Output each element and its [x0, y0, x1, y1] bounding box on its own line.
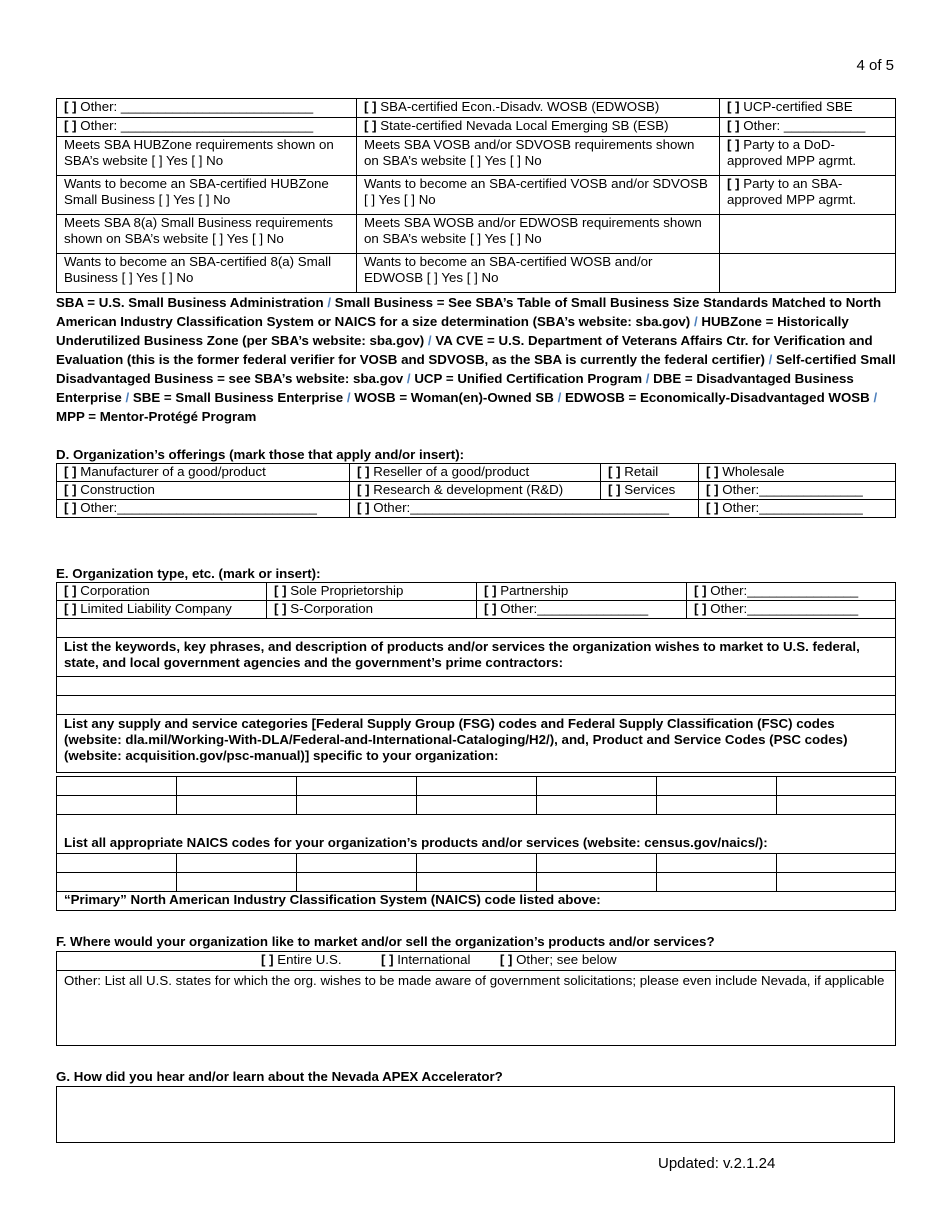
category-codes-grid — [56, 776, 896, 911]
keywords-label: List the keywords, key phrases, and description of products and/or services the organization wishes to market to U.S. federal, state, and local government agencies and the government’s prime contractors: — [57, 638, 896, 677]
naics-cell[interactable] — [177, 854, 297, 873]
blank-row[interactable] — [57, 619, 896, 638]
org-type-cell[interactable]: [ ] Other:_______________ — [477, 601, 687, 619]
org-type-cell[interactable]: [ ] Partnership — [477, 583, 687, 601]
code-cell[interactable] — [777, 796, 896, 815]
option-other[interactable]: [ ] Other; see below — [499, 952, 617, 967]
code-cell[interactable] — [777, 777, 896, 796]
categories-label: List any supply and service categories [Federal Supply Group (FSG) codes and Federal Supply Classification (FSC) codes (website: dla.mil/Working-With-DLA/Federal-and-International-Cataloging/H2/), and, Product and Service Codes (PSC codes) (website: acquisition.gov/psc-manual)] specific to your organization: — [57, 715, 896, 773]
cert-cell[interactable]: Meets SBA HUBZone requirements shown on SBA’s website [ ] Yes [ ] No — [57, 137, 357, 176]
cert-cell[interactable]: Wants to become an SBA-certified HUBZone Small Business [ ] Yes [ ] No — [57, 176, 357, 215]
code-cell[interactable] — [297, 796, 417, 815]
code-cell[interactable] — [177, 777, 297, 796]
offering-cell[interactable]: [ ] Construction — [57, 482, 350, 500]
cert-cell[interactable]: Wants to become an SBA-certified 8(a) Small Business [ ] Yes [ ] No — [57, 254, 357, 293]
code-cell[interactable] — [177, 796, 297, 815]
cert-cell[interactable]: [ ] State-certified Nevada Local Emerging SB (ESB) — [357, 118, 720, 137]
offering-cell[interactable]: [ ] Research & development (R&D) — [350, 482, 601, 500]
cert-cell — [720, 254, 896, 293]
offering-cell[interactable]: [ ] Retail — [601, 464, 699, 482]
offering-cell[interactable]: [ ] Other:______________ — [699, 482, 896, 500]
org-type-cell[interactable]: [ ] Other:_______________ — [687, 601, 896, 619]
option-entire-us[interactable]: [ ] Entire U.S. — [261, 952, 342, 967]
cert-cell[interactable]: Meets SBA 8(a) Small Business requirements shown on SBA’s website [ ] Yes [ ] No — [57, 215, 357, 254]
code-cell[interactable] — [57, 796, 177, 815]
cert-cell[interactable]: Wants to become an SBA-certified VOSB and/or SDVOSB [ ] Yes [ ] No — [357, 176, 720, 215]
section-g-heading: G. How did you hear and/or learn about the Nevada APEX Accelerator? — [56, 1069, 503, 1084]
cert-cell[interactable]: Wants to become an SBA-certified WOSB and/or EDWOSB [ ] Yes [ ] No — [357, 254, 720, 293]
naics-cell[interactable] — [297, 873, 417, 892]
cert-cell[interactable]: [ ] Other: __________________________ — [57, 99, 357, 118]
section-e-heading: E. Organization type, etc. (mark or insert): — [56, 566, 321, 581]
org-type-table — [56, 582, 896, 773]
code-cell[interactable] — [297, 777, 417, 796]
code-cell[interactable] — [417, 777, 537, 796]
offering-cell[interactable]: [ ] Other:___________________________ — [57, 500, 350, 518]
org-type-cell[interactable]: [ ] Corporation — [57, 583, 267, 601]
cert-cell[interactable]: [ ] Other: ___________ — [720, 118, 896, 137]
code-cell[interactable] — [657, 777, 777, 796]
code-cell[interactable] — [537, 796, 657, 815]
naics-cell[interactable] — [57, 873, 177, 892]
market-options — [57, 952, 896, 971]
section-d-heading: D. Organization’s offerings (mark those that apply and/or insert): — [56, 447, 465, 462]
cert-cell[interactable]: [ ] Party to a DoD-approved MPP agrmt. — [720, 137, 896, 176]
section-f-heading: F. Where would your organization like to market and/or sell the organization’s products and/or services? — [56, 934, 715, 949]
cert-cell[interactable]: [ ] Party to an SBA-approved MPP agrmt. — [720, 176, 896, 215]
code-cell[interactable] — [417, 796, 537, 815]
org-type-cell[interactable]: [ ] Limited Liability Company — [57, 601, 267, 619]
code-cell[interactable] — [57, 777, 177, 796]
referral-input[interactable] — [56, 1086, 895, 1143]
keywords-input[interactable] — [57, 696, 896, 715]
offering-cell[interactable]: [ ] Services — [601, 482, 699, 500]
naics-cell[interactable] — [417, 873, 537, 892]
offering-cell[interactable]: [ ] Other:______________ — [699, 500, 896, 518]
naics-cell[interactable] — [417, 854, 537, 873]
naics-cell[interactable] — [537, 854, 657, 873]
org-type-cell[interactable]: [ ] Other:_______________ — [687, 583, 896, 601]
version-footer: Updated: v.2.1.24 — [658, 1155, 776, 1172]
offering-cell[interactable]: [ ] Wholesale — [699, 464, 896, 482]
cert-cell[interactable]: Meets SBA WOSB and/or EDWOSB requirements shown on SBA’s website [ ] Yes [ ] No — [357, 215, 720, 254]
states-input[interactable]: Other: List all U.S. states for which the org. wishes to be made aware of government solicitations; please even include Nevada, if applicable — [57, 971, 896, 1046]
cert-cell[interactable]: Meets SBA VOSB and/or SDVOSB requirements shown on SBA’s website [ ] Yes [ ] No — [357, 137, 720, 176]
acronym-legend: SBA = U.S. Small Business Administration / Small Business = See SBA’s Table of Small Business Size Standards Matched to North American Industry Classification System or NAICS for a size determination (SBA’s website: sba.gov) / HUBZone = Historically Underutilized Business Zone (per SBA’s website: sba.gov) / VA CVE = U.S. Department of Veterans Affairs Ctr. for Verification and Evaluation (this is the former federal verifier for VOSB and SDVOSB, as the SBA is currently the federal certifier) / Self-certified Small Disadvantaged Business = see SBA’s website: sba.gov / UCP = Unified Certification Program / DBE = Disadvantaged Business Enterprise / SBE = Small Business Enterprise / WOSB = Woman(en)-Owned SB / EDWOSB = Economically-Disadvantaged WOSB / MPP = Mentor-Protégé Program — [56, 295, 896, 424]
offerings-table — [56, 463, 896, 518]
naics-cell[interactable] — [57, 854, 177, 873]
keywords-input[interactable] — [57, 677, 896, 696]
naics-cell[interactable] — [297, 854, 417, 873]
cert-cell — [720, 215, 896, 254]
naics-cell[interactable] — [777, 854, 896, 873]
code-cell[interactable] — [537, 777, 657, 796]
option-international[interactable]: [ ] International — [380, 952, 471, 967]
naics-cell[interactable] — [177, 873, 297, 892]
cert-cell[interactable]: [ ] Other: __________________________ — [57, 118, 357, 137]
page-number: 4 of 5 — [856, 57, 894, 74]
naics-cell[interactable] — [777, 873, 896, 892]
market-table — [56, 951, 896, 1046]
org-type-cell[interactable]: [ ] S-Corporation — [267, 601, 477, 619]
org-type-cell[interactable]: [ ] Sole Proprietorship — [267, 583, 477, 601]
offering-cell[interactable]: [ ] Other:___________________________________ — [350, 500, 699, 518]
naics-cell[interactable] — [657, 854, 777, 873]
cert-cell[interactable]: [ ] SBA-certified Econ.-Disadv. WOSB (EDWOSB) — [357, 99, 720, 118]
cert-cell[interactable]: [ ] UCP-certified SBE — [720, 99, 896, 118]
code-cell[interactable] — [657, 796, 777, 815]
naics-cell[interactable] — [657, 873, 777, 892]
offering-cell[interactable]: [ ] Manufacturer of a good/product — [57, 464, 350, 482]
naics-cell[interactable] — [537, 873, 657, 892]
offering-cell[interactable]: [ ] Reseller of a good/product — [350, 464, 601, 482]
primary-naics-field[interactable]: “Primary” North American Industry Classification System (NAICS) code listed above: — [57, 892, 896, 911]
naics-label: List all appropriate NAICS codes for your organization’s products and/or services (website: census.gov/naics/): — [57, 815, 896, 854]
certification-table — [56, 98, 896, 293]
